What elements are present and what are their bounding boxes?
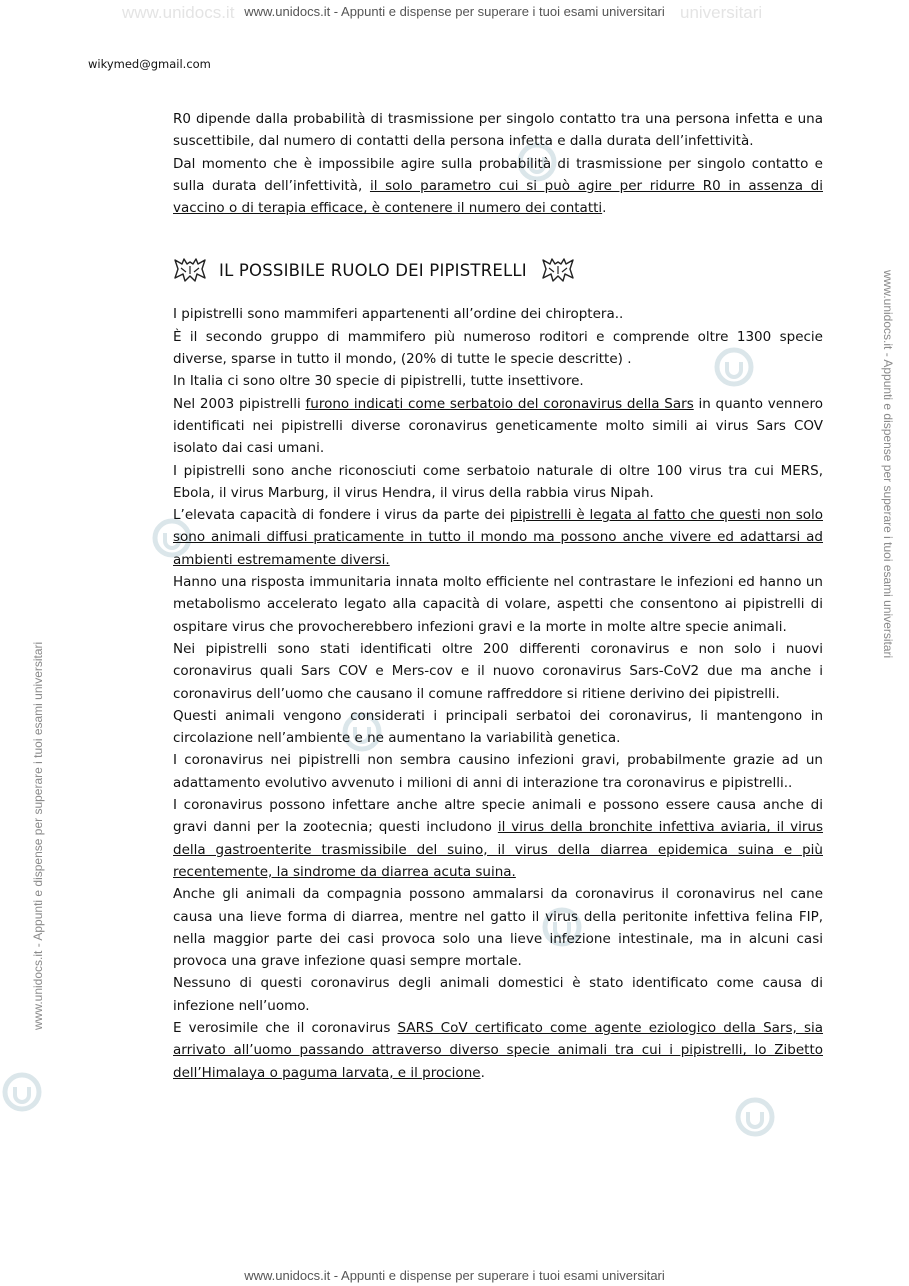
watermark-faint-right: universitari (680, 3, 763, 22)
author-email: wikymed@gmail.com (88, 57, 211, 71)
intro-paragraph: Dal momento che è impossibile agire sulla probabilità di trasmissione per singolo contatto e sulla durata dell’infettività, il solo parametro cui si può agire per ridurre R0 in assenza di vaccino o di terapia efficace, è contenere il numero dei contatti. (173, 155, 823, 217)
body-paragraph: È il secondo gruppo di mammifero più numeroso roditori e comprende oltre 1300 specie diverse, sparse in tutto il mondo, (20% di tutte le specie descritte) . (173, 328, 823, 368)
document-body (173, 108, 823, 1084)
intro-paragraph: R0 dipende dalla probabilità di trasmissione per singolo contatto tra una persona infetta e una suscettibile, dal numero di contatti della persona infetta e dalla durata dell’infettività. (173, 111, 823, 150)
unidocs-logo-icon (733, 1095, 777, 1139)
body-paragraph: Hanno una risposta immunitaria innata molto efficiente nel contrastare le infezioni ed hanno un metabolismo accelerato legato alla capacità di volare, aspetti che consentono ai pipistrelli di ospitare virus che provocherebbero infezioni gravi e la morte in molte altre specie animali. (173, 574, 823, 635)
watermark-bottom: www.unidocs.it - Appunti e dispense per superare i tuoi esami universitari (244, 1268, 665, 1283)
body-paragraph: I pipistrelli sono anche riconosciuti come serbatoio naturale di oltre 100 virus tra cui MERS, Ebola, il virus Marburg, il virus Hendra, il virus della rabbia virus Nipah. (173, 462, 823, 501)
underlined-text: il solo parametro cui si può agire per ridurre R0 in assenza di vaccino o di terapia efficace, è contenere il numero dei contatti (173, 177, 823, 217)
underlined-text: furono indicati come serbatoio del coronavirus della Sars (305, 395, 694, 412)
underlined-text: il virus della bronchite infettiva aviaria, il virus della gastroenterite trasmissibile del suino, il virus della diarrea epidemica suina e più recentemente, la sindrome da diarrea acuta suina. (173, 819, 823, 880)
unidocs-logo-icon (0, 1070, 44, 1114)
body-paragraph: L’elevata capacità di fondere i virus da parte dei pipistrelli è legata al fatto che questi non solo sono animali diffusi praticamente in tutto il mondo ma possono anche vivere ed adattarsi ad ambienti estremamente diversi. (173, 507, 823, 568)
bat-icon (541, 256, 575, 284)
watermark-side-right: www.unidocs.it - Appunti e dispense per superare i tuoi esami universitari (881, 270, 895, 659)
body-paragraph: I coronavirus nei pipistrelli non sembra causino infezioni gravi, probabilmente grazie ad un adattamento evolutivo avvenuto i milioni di anni di interazione tra coronavirus e pipistrelli.. (173, 752, 823, 791)
body-paragraph: E verosimile che il coronavirus SARS CoV certificato come agente eziologico della Sars, sia arrivato all’uomo passando attraverso diverso specie animali tra cui i pipistrelli, lo Zibetto dell’Himalaya o paguma larvata, e il procione. (173, 1019, 824, 1081)
body-paragraph: I pipistrelli sono mammiferi appartenenti all’ordine dei chiroptera.. (173, 306, 624, 323)
bat-icon (173, 256, 207, 284)
section-title: IL POSSIBILE RUOLO DEI PIPISTRELLI (219, 260, 527, 280)
underlined-text: pipistrelli è legata al fatto che questi non solo sono animali diffusi praticamente in tutto il mondo ma possono anche vivere ed adattarsi ad ambienti estremamente diversi. (173, 507, 823, 568)
watermark-top: www.unidocs.it - Appunti e dispense per superare i tuoi esami universitari (244, 4, 665, 19)
body-paragraph: Questi animali vengono considerati i principali serbatoi dei coronavirus, li mantengono in circolazione nell’ambiente e ne aumentano la variabilità genetica. (173, 707, 823, 747)
underlined-text: SARS CoV certificato come agente eziologico della Sars, sia arrivato all’uomo passando attraverso diverso specie animali tra cui i pipistrelli, lo Zibetto dell’Himalaya o paguma larvata, e il procione (173, 1019, 824, 1081)
watermark-faint-left: www.unidocs.it (122, 3, 235, 22)
body-paragraph: In Italia ci sono oltre 30 specie di pipistrelli, tutte insettivore. (173, 373, 584, 390)
body-paragraph: Nessuno di questi coronavirus degli animali domestici è stato identificato come causa di infezione nell’uomo. (173, 975, 823, 1014)
watermark-side-left: www.unidocs.it - Appunti e dispense per superare i tuoi esami universitari (31, 641, 45, 1030)
body-paragraph: Nel 2003 pipistrelli furono indicati come serbatoio del coronavirus della Sars in quanto vennero identificati nei pipistrelli diverse coronavirus geneticamente molto simili ai virus Sars COV isolato dai casi umani. (173, 395, 823, 457)
body-paragraph: I coronavirus possono infettare anche altre specie animali e possono essere causa anche di gravi danni per la zootecnia; questi includono il virus della bronchite infettiva aviaria, il virus della gastroenterite trasmissibile del suino, il virus della diarrea epidemica suina e più recentemente, la sindrome da diarrea acuta suina. (173, 797, 823, 880)
body-paragraph: Nei pipistrelli sono stati identificati oltre 200 differenti coronavirus e non solo i nuovi coronavirus quali Sars COV e Mers-cov e il nuovo coronavirus Sars-CoV2 due ma anche i coronavirus dell’uomo che causano il comune raffreddore si ritiene derivino dei pipistrelli. (173, 640, 823, 702)
section-heading (173, 253, 823, 287)
body-paragraph: Anche gli animali da compagnia possono ammalarsi da coronavirus il coronavirus nel cane causa una lieve forma di diarrea, mentre nel gatto il virus della peritonite infettiva felina FIP, nella maggior parte dei casi provoca solo una lieve infezione intestinale, ma in alcuni casi provoca una grave infezione quasi sempre mortale. (173, 886, 823, 970)
